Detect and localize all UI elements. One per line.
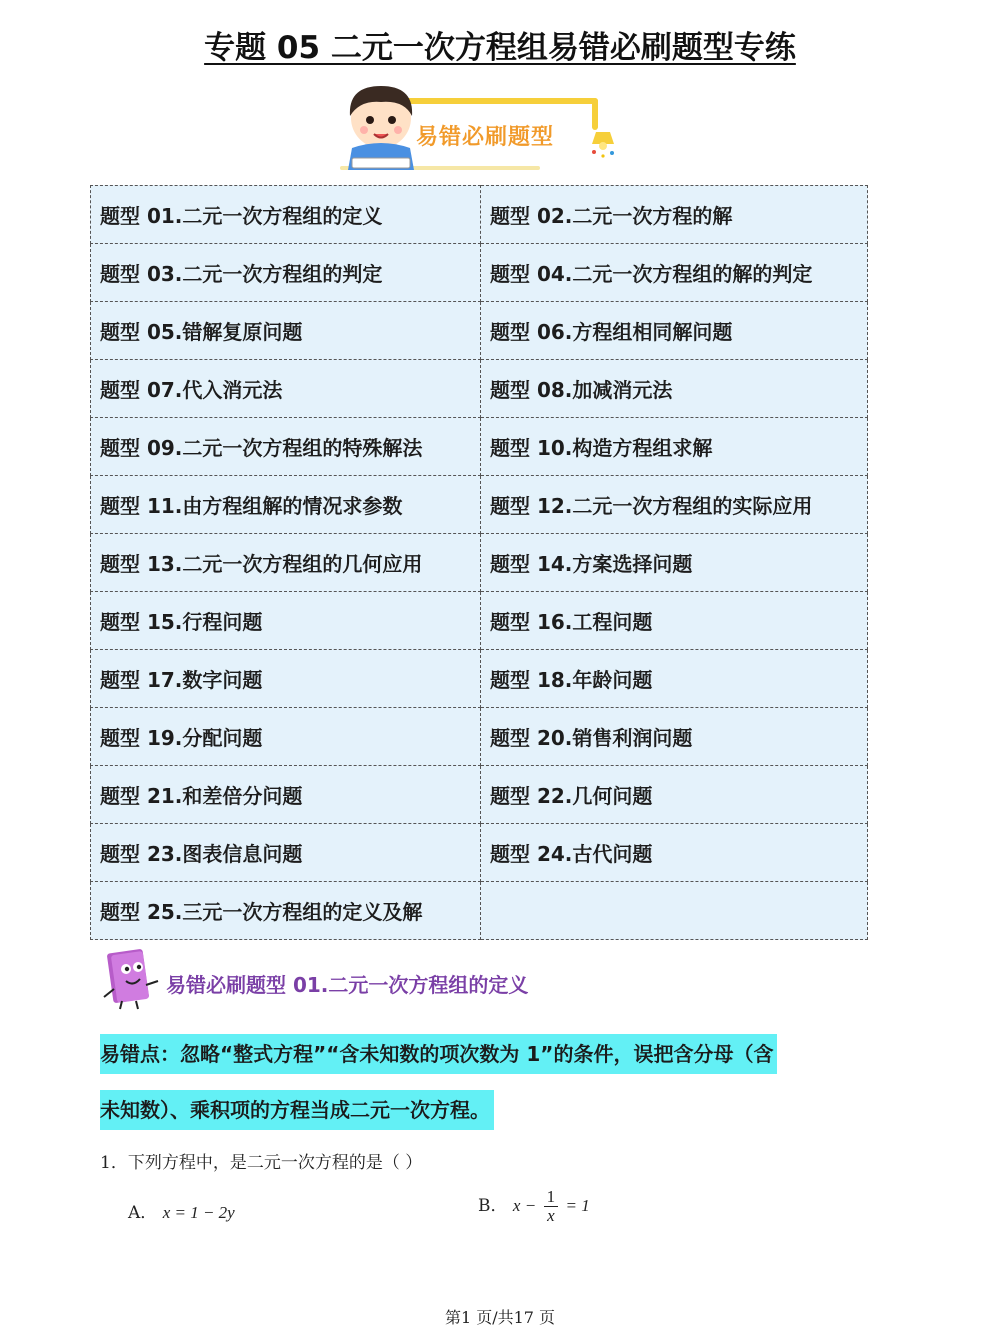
question-stem: 1．下列方程中，是二元一次方程的是（ ） — [100, 1153, 423, 1173]
topic-cell: 题型 18.年龄问题 — [481, 650, 868, 708]
topic-cell: 题型 23.图表信息问题 — [91, 824, 481, 882]
book-mascot-icon — [100, 945, 164, 1013]
topic-row — [91, 360, 868, 418]
banner — [330, 78, 640, 178]
topic-cell: 题型 14.方案选择问题 — [481, 534, 868, 592]
section-header — [100, 945, 700, 1015]
topic-cell: 题型 10.构造方程组求解 — [481, 418, 868, 476]
topic-row — [91, 882, 868, 940]
topic-cell: 题型 13.二元一次方程组的几何应用 — [91, 534, 481, 592]
topic-cell: 题型 15.行程问题 — [91, 592, 481, 650]
topic-cell: 题型 19.分配问题 — [91, 708, 481, 766]
topic-cell: 题型 21.和差倍分问题 — [91, 766, 481, 824]
topic-cell: 题型 16.工程问题 — [481, 592, 868, 650]
section-title: 易错必刷题型 01.二元一次方程组的定义 — [166, 973, 529, 997]
banner-frame-side — [592, 98, 598, 130]
topic-row — [91, 766, 868, 824]
option-b-denominator: x — [547, 1206, 555, 1225]
topic-cell: 题型 11.由方程组解的情况求参数 — [91, 476, 481, 534]
mistake-note-line-1: 易错点：忽略“整式方程”“含未知数的项次数为 1”的条件，误把含分母（含 — [100, 1034, 777, 1074]
topic-row — [91, 592, 868, 650]
topic-cell: 题型 09.二元一次方程组的特殊解法 — [91, 418, 481, 476]
topic-row — [91, 186, 868, 244]
topic-cell: 题型 02.二元一次方程的解 — [481, 186, 868, 244]
topic-cell: 题型 24.古代问题 — [481, 824, 868, 882]
topic-row — [91, 476, 868, 534]
topic-row — [91, 534, 868, 592]
topic-row — [91, 244, 868, 302]
topic-row — [91, 824, 868, 882]
topic-row — [91, 418, 868, 476]
option-b-right: = 1 — [565, 1196, 590, 1215]
option-b-fraction — [544, 1188, 559, 1225]
option-a-label: A． — [128, 1203, 158, 1223]
student-reading-icon — [338, 78, 424, 174]
option-b-left: x − — [512, 1196, 537, 1215]
topic-cell: 题型 08.加减消元法 — [481, 360, 868, 418]
page-footer: 第1 页/共17 页 — [444, 1308, 556, 1327]
lightbulb-icon — [588, 128, 618, 158]
topic-cell: 题型 17.数字问题 — [91, 650, 481, 708]
topic-table — [90, 185, 868, 940]
topic-cell: 题型 25.三元一次方程组的定义及解 — [91, 882, 481, 940]
mistake-note-line-2: 未知数）、乘积项的方程当成二元一次方程。 — [100, 1090, 494, 1130]
topic-row — [91, 708, 868, 766]
page-title-text: 专题 05 二元一次方程组易错必刷题型专练 — [204, 30, 796, 66]
topic-cell: 题型 22.几何问题 — [481, 766, 868, 824]
topic-cell — [481, 882, 868, 940]
topic-cell: 题型 20.销售利润问题 — [481, 708, 868, 766]
option-a-expression: x = 1 − 2y — [162, 1203, 235, 1222]
option-a — [128, 1198, 235, 1223]
topic-row — [91, 650, 868, 708]
topic-cell: 题型 04.二元一次方程组的解的判定 — [481, 244, 868, 302]
topic-cell: 题型 05.错解复原问题 — [91, 302, 481, 360]
topic-cell: 题型 12.二元一次方程组的实际应用 — [481, 476, 868, 534]
topic-cell: 题型 07.代入消元法 — [91, 360, 481, 418]
banner-label: 易错必刷题型 — [416, 125, 555, 150]
topic-row — [91, 302, 868, 360]
banner-frame-top — [398, 98, 598, 104]
page-title — [0, 22, 1000, 67]
option-b — [478, 1188, 590, 1225]
option-b-numerator: 1 — [544, 1188, 559, 1207]
topic-cell: 题型 01.二元一次方程组的定义 — [91, 186, 481, 244]
topic-cell: 题型 06.方程组相同解问题 — [481, 302, 868, 360]
topic-cell: 题型 03.二元一次方程组的判定 — [91, 244, 481, 302]
option-b-label: B． — [478, 1196, 508, 1216]
